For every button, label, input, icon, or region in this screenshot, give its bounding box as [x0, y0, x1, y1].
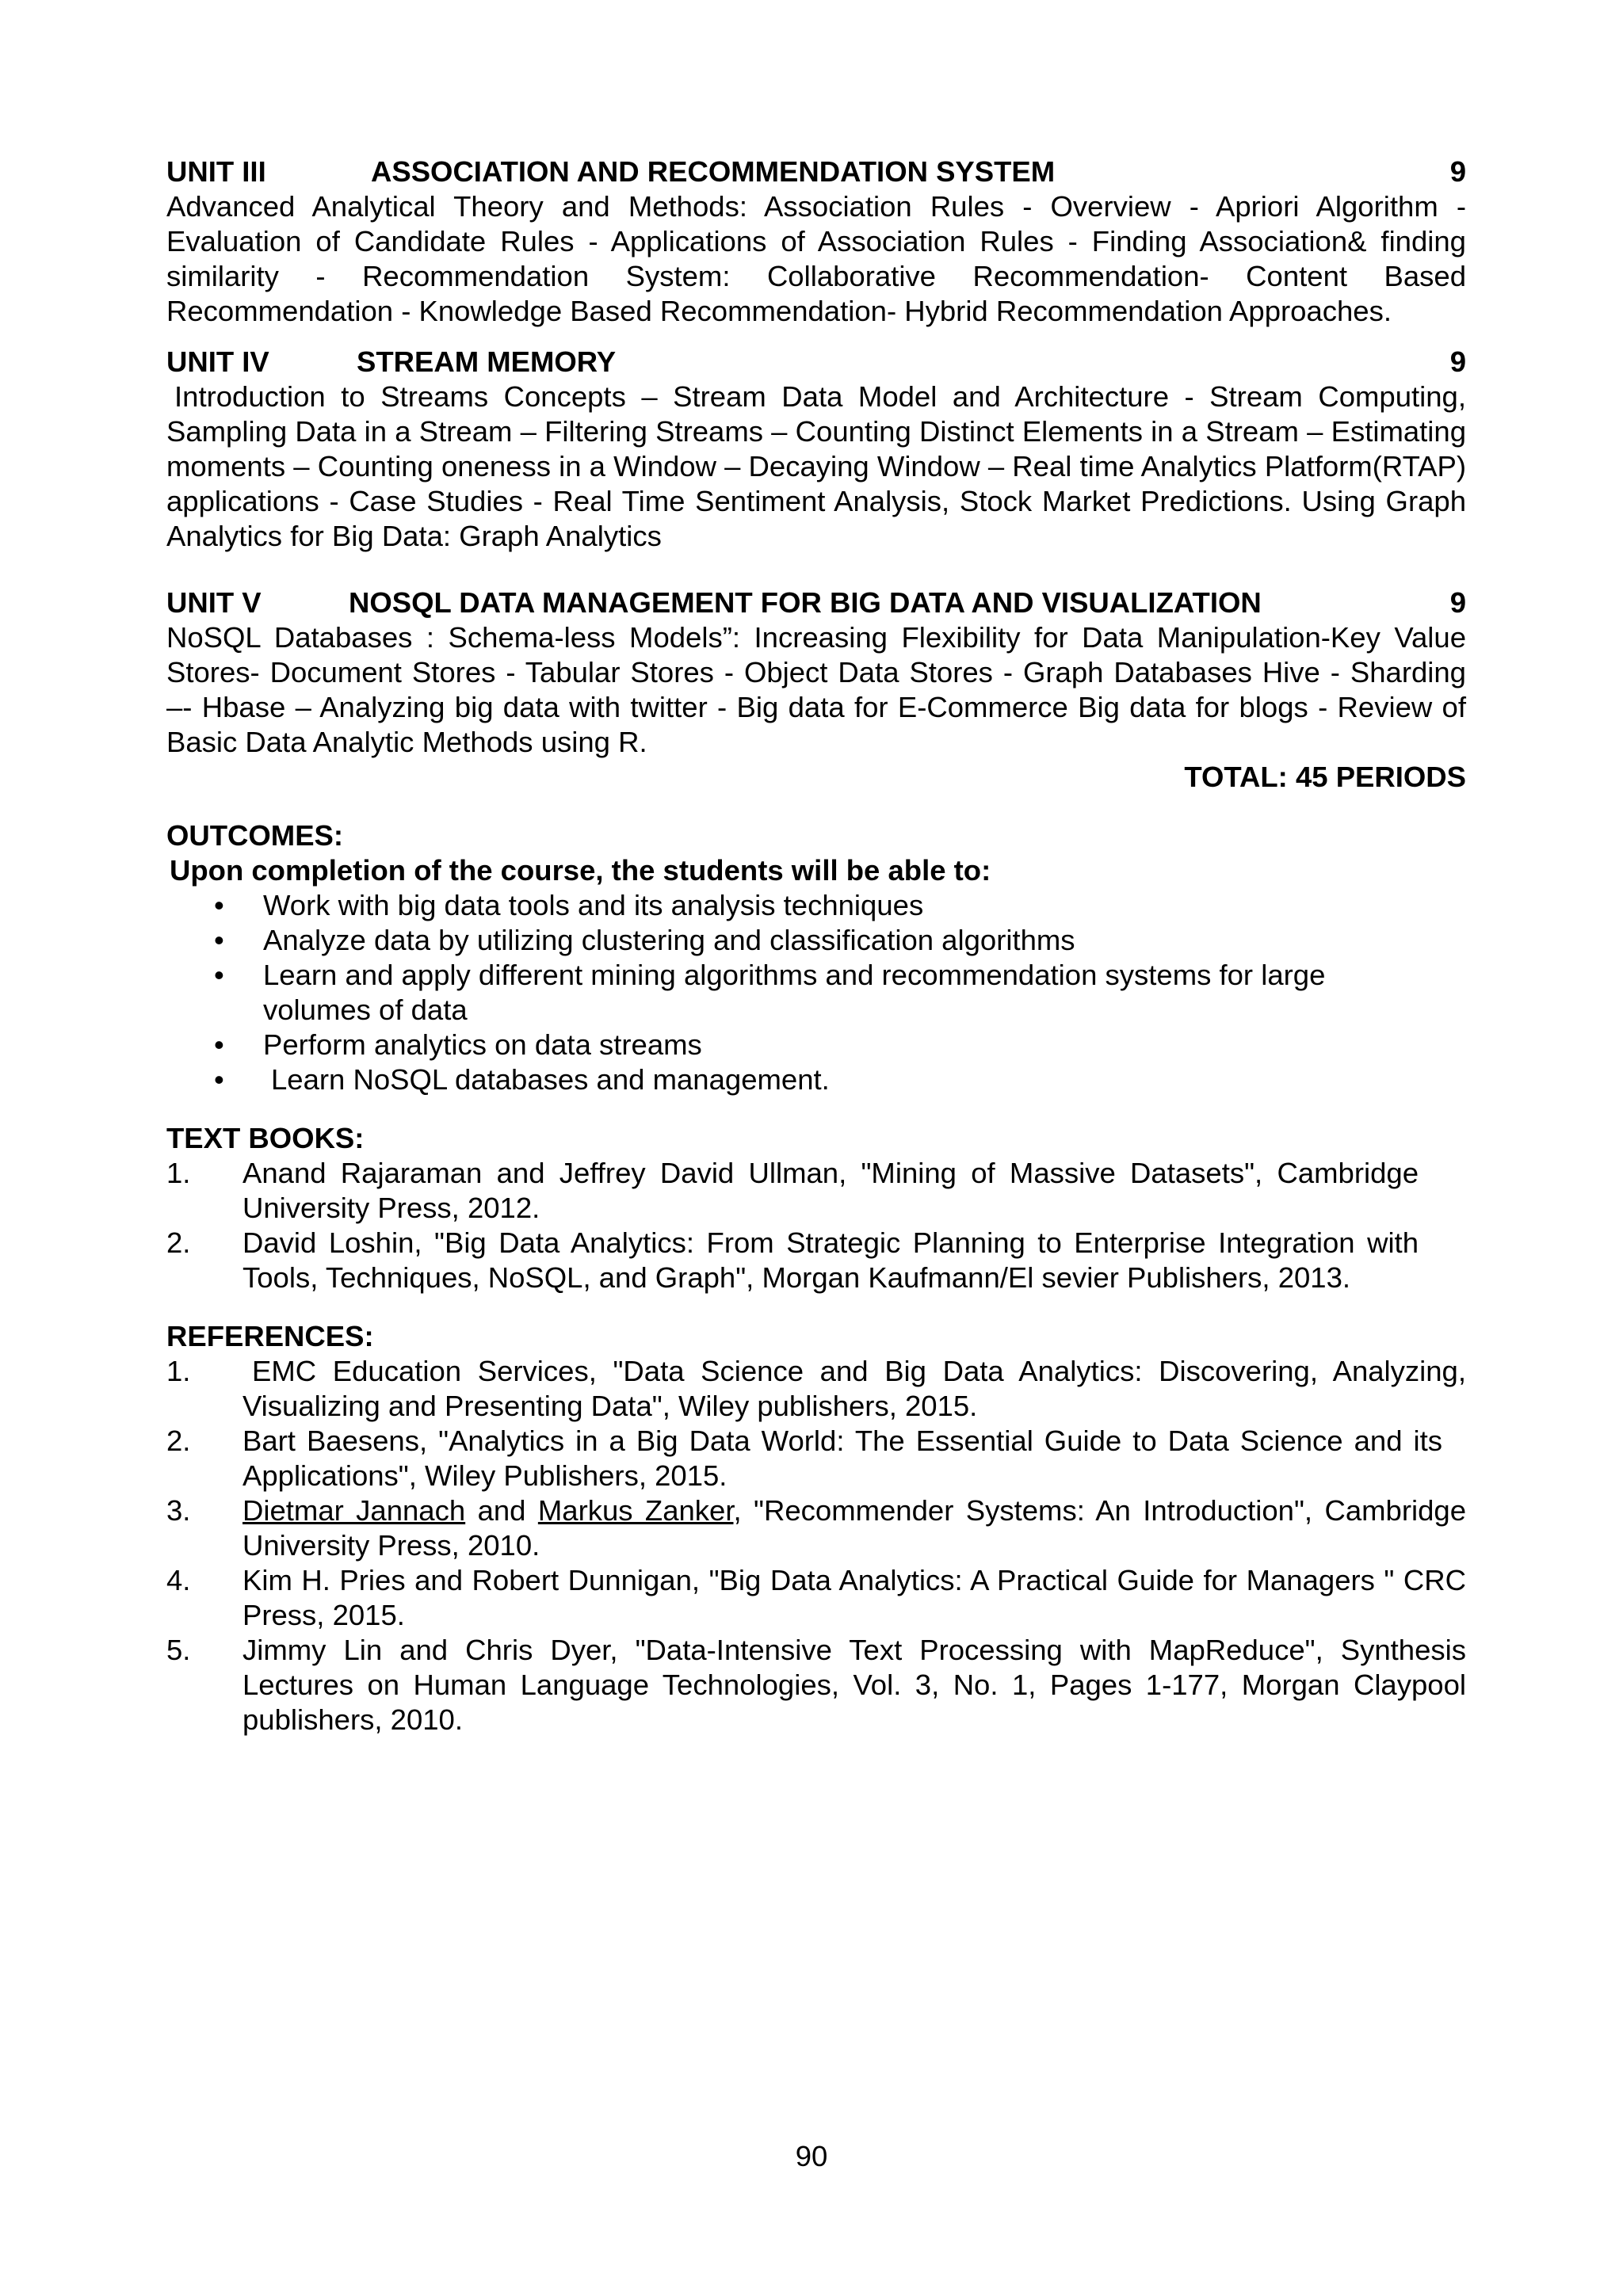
list-item: 2. Bart Baesens, "Analytics in a Big Data World: The Essential Guide to Data Science and its Applications", Wiley Publishers, 2015.: [166, 1425, 1442, 1492]
references-heading: REFERENCES:: [166, 1320, 374, 1352]
author-link-markus-zanker[interactable]: Markus Zanker: [537, 1494, 734, 1527]
unit-4-heading: [166, 345, 1466, 379]
bullet-icon: •: [214, 924, 224, 956]
author-link-dietmar-jannach[interactable]: Dietmar Jannach: [242, 1494, 466, 1527]
list-item: 1. Anand Rajaraman and Jeffrey David Ullman, "Mining of Massive Datasets", Cambridge University Press, 2012.: [166, 1157, 1419, 1224]
unit-3-body: Advanced Analytical Theory and Methods: Association Rules - Overview - Apriori Algorithm - Evaluation of Candidate Rules - Applications of Association Rules - Finding Association& finding similarity - Recommendation System: Collaborative Recommendation- Content Based Recommendation - Knowledge Based Recommendation- Hybrid Recommendation Approaches.: [166, 190, 1466, 327]
list-item: • Analyze data by utilizing clustering and classification algorithms: [214, 924, 1075, 956]
list-item: 3. Dietmar Jannach and Markus Zanker, "Recommender Systems: An Introduction", Cambridge University Press, 2010.: [166, 1494, 1466, 1562]
unit-5-heading: [166, 585, 1466, 620]
outcomes-heading: OUTCOMES:: [166, 819, 344, 852]
unit-5-title: NOSQL DATA MANAGEMENT FOR BIG DATA AND VISUALIZATION: [349, 586, 1262, 619]
list-item: 2. David Loshin, "Big Data Analytics: From Strategic Planning to Enterprise Integration with Tools, Techniques, NoSQL, and Graph", Morgan Kaufmann/El sevier Publishers, 2013.: [166, 1226, 1419, 1294]
bullet-icon: •: [214, 1028, 224, 1061]
bullet-icon: •: [214, 959, 224, 991]
total-periods: TOTAL: 45 PERIODS: [1184, 761, 1466, 793]
unit-3-heading: [166, 154, 1466, 189]
list-item: 5. Jimmy Lin and Chris Dyer, "Data-Intensive Text Processing with MapReduce", Synthesis Lectures on Human Language Technologies, Vol. 3, No. 1, Pages 1-177, Morgan Claypool publishers, 2010.: [166, 1634, 1466, 1736]
list-item: 4. Kim H. Pries and Robert Dunnigan, "Big Data Analytics: A Practical Guide for Managers " CRC Press, 2015.: [166, 1564, 1466, 1631]
unit-4-body: Introduction to Streams Concepts – Stream Data Model and Architecture - Stream Computing, Sampling Data in a Stream – Filtering Streams – Counting Distinct Elements in a Stream – Estimating moments – Counting oneness in a Window – Decaying Window – Real time Analytics Platform(RTAP) applications - Case Studies - Real Time Sentiment Analysis, Stock Market Predictions. Using Graph Analytics for Big Data: Graph Analytics: [166, 380, 1466, 552]
list-item: • Learn NoSQL databases and management.: [214, 1063, 830, 1096]
list-item: • Learn and apply different mining algorithms and recommendation systems for large volumes of data: [214, 959, 1326, 1026]
unit-3-title: ASSOCIATION AND RECOMMENDATION SYSTEM: [371, 155, 1056, 188]
unit-4-title: STREAM MEMORY: [357, 345, 617, 378]
list-item: 1. EMC Education Services, "Data Science and Big Data Analytics: Discovering, Analyzing, Visualizing and Presenting Data", Wiley publishers, 2015.: [166, 1355, 1466, 1422]
unit-4-hours: 9: [1449, 345, 1466, 378]
outcomes-intro: Upon completion of the course, the students will be able to:: [170, 854, 991, 887]
text-books-heading: TEXT BOOKS:: [166, 1122, 365, 1154]
unit-3-number: UNIT III: [166, 155, 266, 188]
unit-5-body: NoSQL Databases : Schema-less Models”: Increasing Flexibility for Data Manipulation-Key Value Stores- Document Stores - Tabular Stores - Object Data Stores - Graph Databases Hive - Sharding –- Hbase – Analyzing big data with twitter - Big data for E-Commerce Big data for blogs - Review of Basic Data Analytic Methods using R.: [166, 621, 1466, 758]
bullet-icon: •: [214, 1063, 224, 1096]
outcomes-list: [166, 888, 1466, 1097]
unit-5-number: UNIT V: [166, 586, 262, 619]
unit-4-number: UNIT IV: [166, 345, 269, 378]
unit-5-hours: 9: [1449, 586, 1466, 619]
references-list: [166, 1354, 1466, 1737]
list-item: • Work with big data tools and its analysis techniques: [214, 889, 924, 921]
bullet-icon: •: [214, 889, 224, 921]
text-books-list: [166, 1156, 1466, 1295]
page-number: 90: [795, 2140, 828, 2172]
list-item: • Perform analytics on data streams: [214, 1028, 702, 1061]
unit-3-hours: 9: [1449, 155, 1466, 188]
syllabus-content: [166, 154, 1466, 1737]
